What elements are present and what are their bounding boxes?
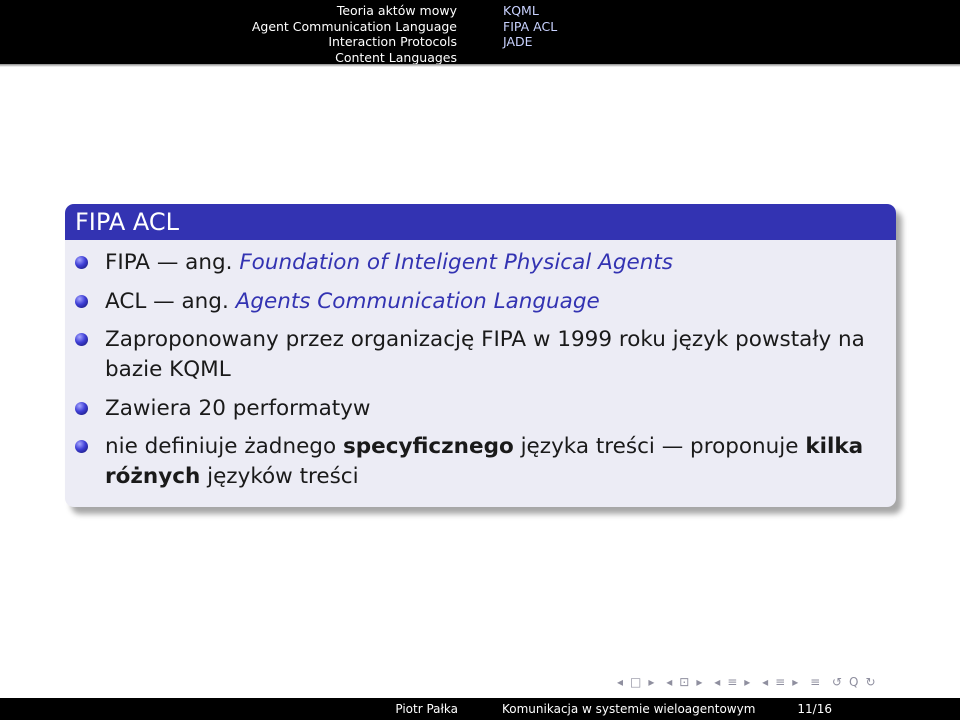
nav-interaction-protocols[interactable]: Interaction Protocols: [328, 34, 457, 49]
item-text: Zaproponowany przez organizację FIPA w 1999 roku język powstały na bazie KQML: [105, 327, 865, 382]
section-nav: [0, 0, 480, 64]
item-bold: specyficznego: [342, 434, 514, 459]
next-slide-icon[interactable]: ▸: [648, 675, 656, 689]
prev-slide-icon[interactable]: ◂: [617, 675, 625, 689]
next-frame-icon[interactable]: ▸: [696, 675, 704, 689]
subsection-nav: [480, 0, 960, 64]
prev-section-icon[interactable]: ◂: [762, 675, 770, 689]
item-italic: Foundation of Inteligent Physical Agents: [239, 250, 673, 275]
nav-content-languages[interactable]: Content Languages: [335, 49, 457, 65]
prev-subsection-icon[interactable]: ◂: [714, 675, 722, 689]
navigation-symbols: [617, 675, 955, 693]
header-shadow: [0, 64, 960, 67]
item-bold: kilka różnych: [105, 434, 864, 489]
footer-bar: [0, 698, 960, 720]
forward-icon[interactable]: ↻: [865, 675, 877, 689]
list-item: [105, 394, 882, 424]
list-item: [105, 287, 882, 317]
nav-teoria-aktow-mowy[interactable]: Teoria aktów mowy: [336, 3, 457, 18]
nav-fipa-acl[interactable]: FIPA ACL: [503, 18, 558, 34]
back-icon[interactable]: ↺: [831, 675, 844, 689]
block-body: [65, 240, 896, 492]
next-section-icon[interactable]: ▸: [792, 675, 800, 689]
bullet-icon: [75, 295, 88, 308]
nav-kqml[interactable]: KQML: [503, 3, 539, 18]
subsection-icon[interactable]: ≡: [727, 675, 739, 689]
footer-title: Komunikacja w systemie wieloagentowym: [502, 702, 756, 716]
next-subsection-icon[interactable]: ▸: [744, 675, 752, 689]
bullet-icon: [75, 402, 88, 415]
list-item: [105, 325, 882, 385]
frame-icon[interactable]: ⊡: [679, 675, 691, 689]
nav-agent-communication-language[interactable]: Agent Communication Language: [251, 18, 457, 34]
item-prefix: ACL — ang.: [105, 288, 229, 314]
document-icon[interactable]: ≡: [810, 675, 822, 689]
bullet-icon: [75, 256, 88, 269]
page-number: 11/16: [797, 702, 832, 716]
list-item: [105, 432, 882, 492]
list-item: [105, 248, 882, 278]
search-icon[interactable]: Q: [849, 675, 860, 689]
item-text: nie definiuje żadnego: [105, 434, 337, 459]
bullet-icon: [75, 333, 88, 346]
section-icon[interactable]: ≡: [775, 675, 787, 689]
content-block: [65, 204, 896, 507]
item-italic: Agents Communication Language: [235, 288, 600, 314]
item-prefix: FIPA — ang.: [105, 250, 233, 275]
slide-icon[interactable]: □: [630, 675, 643, 689]
item-text: Zawiera 20 performatyw: [105, 395, 371, 421]
nav-jade[interactable]: JADE: [503, 34, 533, 49]
header-bar: [0, 0, 960, 64]
bullet-icon: [75, 440, 88, 453]
block-title: FIPA ACL: [65, 204, 896, 240]
item-text: języka treści — proponuje: [520, 434, 799, 459]
prev-frame-icon[interactable]: ◂: [666, 675, 674, 689]
item-text: języków treści: [207, 464, 359, 489]
footer-right: [480, 698, 960, 720]
footer-author: Piotr Pałka: [0, 698, 480, 720]
